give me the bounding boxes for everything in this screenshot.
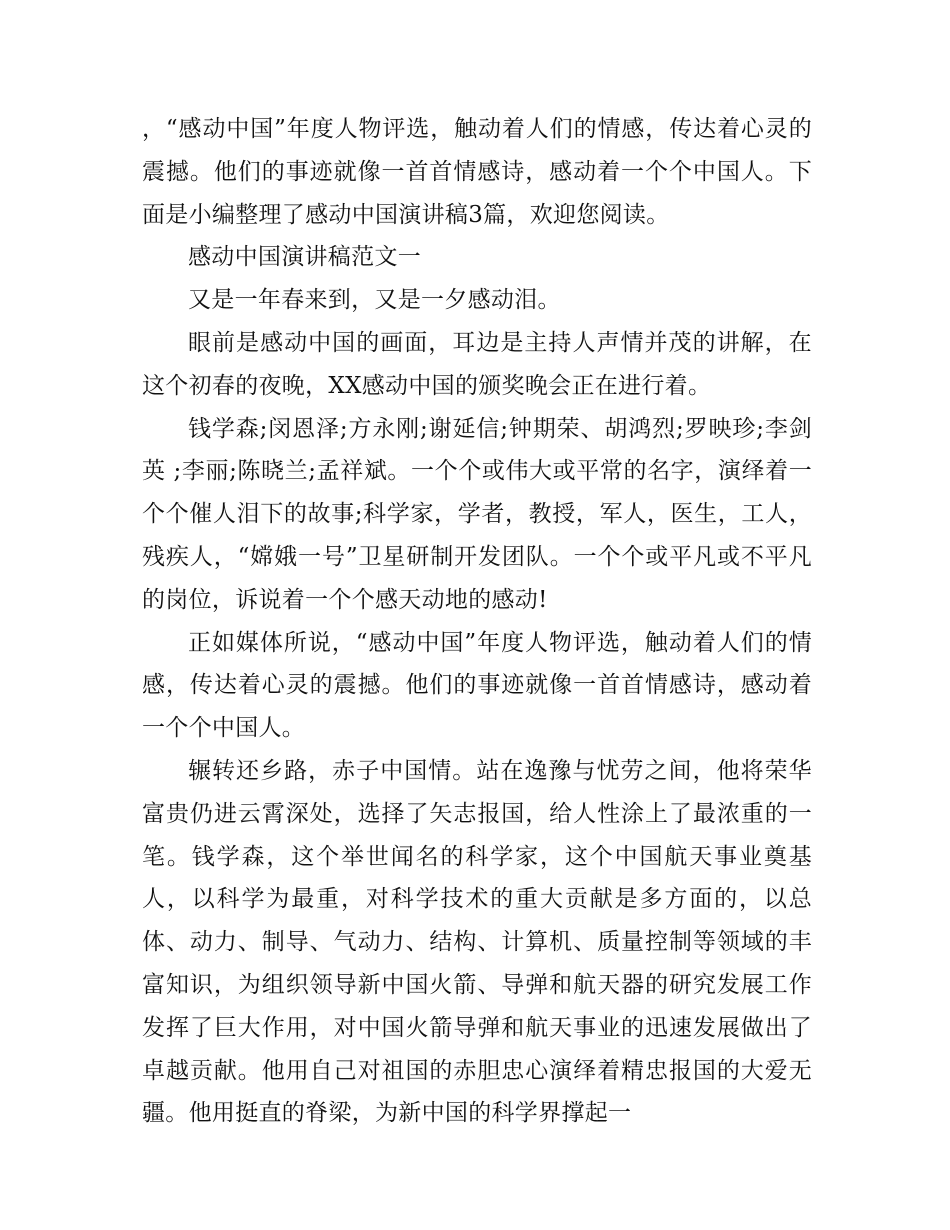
paragraph-intro: ，“感动中国”年度人物评选，触动着人们的情感，传达着心灵的震撼。他们的事迹就像一首首情感诗，感动着一个个中国人。下面是小编整理了感动中国演讲稿3篇，欢迎您阅读。 [142, 116, 812, 228]
paragraph: 辗转还乡路，赤子中国情。站在逸豫与忧劳之间，他将荣华富贵仍进云霄深处，选择了矢志报国，给人性涂上了最浓重的一笔。钱学森，这个举世闻名的科学家，这个中国航天事业奠基人，以科学为最重，对科学技术的重大贡献是多方面的，以总体、动力、制导、气动力、结构、计算机、质量控制等领域的丰富知识，为组织领导新中国火箭、导弹和航天器的研究发展工作发挥了巨大作用，对中国火箭导弹和航天事业的迅速发展做出了卓越贡献。他用自己对祖国的赤胆忠心演绎着精忠报国的大爱无疆。他用挺直的脊梁，为新中国的科学界撑起一 [142, 757, 812, 1127]
paragraph: 又是一年春来到，又是一夕感动泪。 [188, 287, 561, 314]
paragraph: 眼前是感动中国的画面，耳边是主持人声情并茂的讲解，在这个初春的夜晚，XX感动中国的颁奖晚会正在进行着。 [142, 329, 812, 399]
document-body [142, 108, 812, 1135]
paragraph: 钱学森;闵恩泽;方永刚;谢延信;钟期荣、胡鸿烈;罗映珍;李剑英 ;李丽;陈晓兰;孟祥斌。一个个或伟大或平常的名字，演绎着一个个催人泪下的故事;科学家，学者，教授，军人，医生，工人，残疾人，“嫦娥一号”卫星研制开发团队。一个个或平凡或不平凡的岗位，诉说着一个个感天动地的感动! [142, 415, 812, 613]
section-heading: 感动中国演讲稿范文一 [188, 244, 421, 271]
paragraph: 正如媒体所说，“感动中国”年度人物评选，触动着人们的情感，传达着心灵的震撼。他们的事迹就像一首首情感诗，感动着一个个中国人。 [142, 629, 812, 742]
